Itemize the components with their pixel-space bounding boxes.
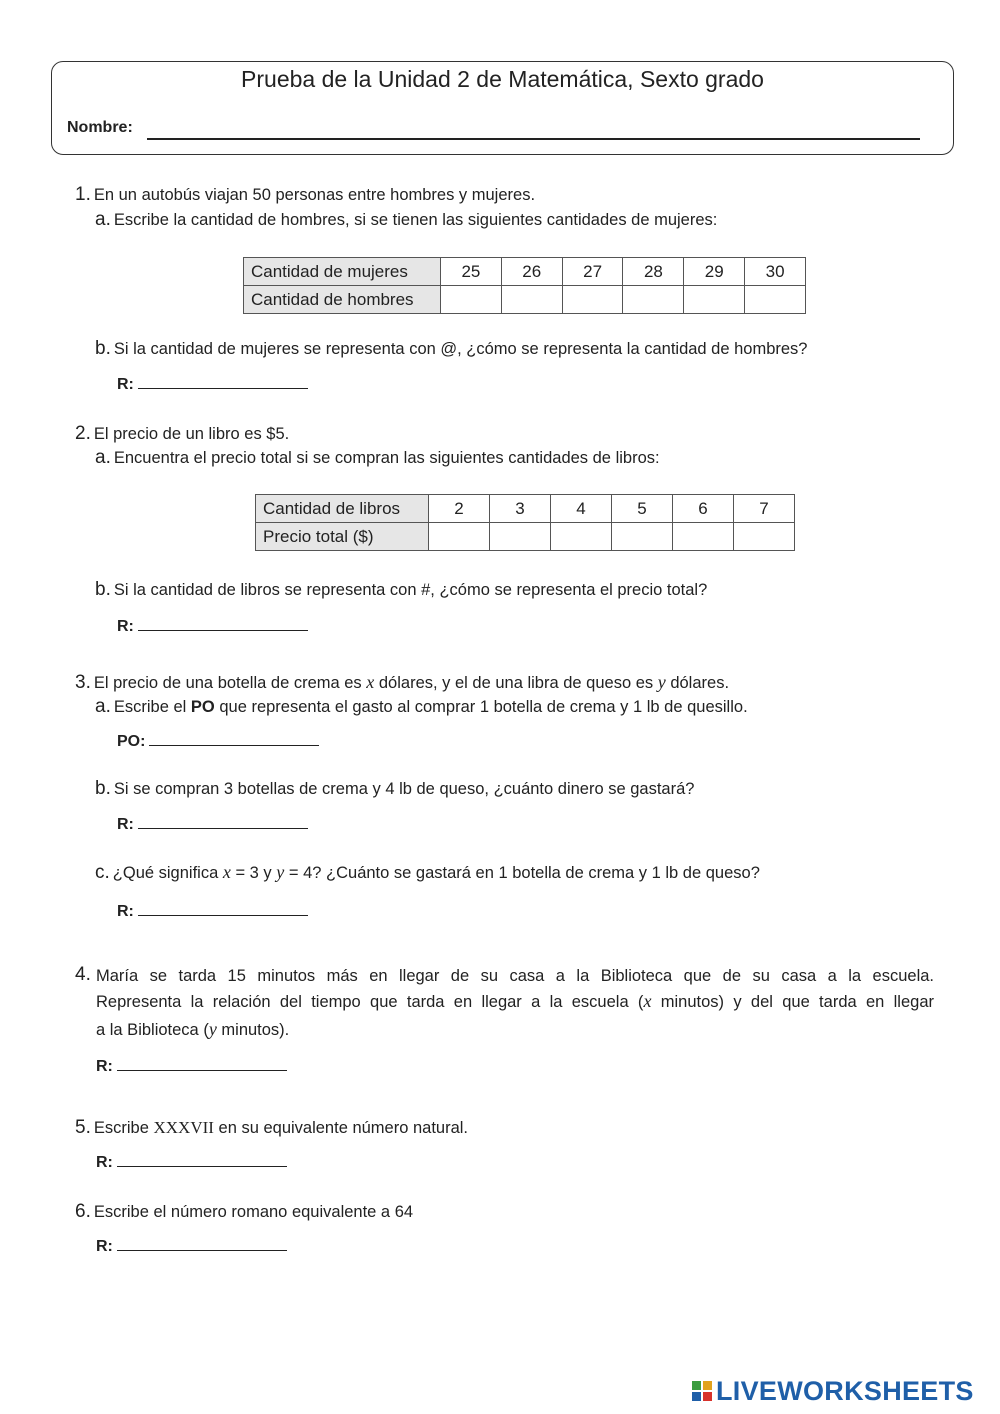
table-books-price — [255, 494, 795, 551]
variable-x: x — [366, 672, 375, 692]
logo-square-icon — [692, 1392, 701, 1401]
table-row — [244, 258, 806, 286]
answer-cell[interactable] — [673, 523, 734, 551]
question-text: en su equivalente número natural. — [218, 1119, 469, 1137]
variable-x: x — [222, 862, 231, 882]
table-cell: 28 — [623, 258, 684, 286]
question-1b — [95, 338, 808, 360]
answer-cell[interactable] — [745, 286, 806, 314]
question-1 — [75, 184, 535, 206]
subquestion-text: que representa el gasto al comprar 1 botella de crema y 1 lb de quesillo. — [219, 698, 748, 716]
question-text: dólares. — [670, 674, 730, 692]
variable-y: y — [208, 1019, 217, 1039]
subquestion-text: = 3 y — [235, 864, 272, 882]
liveworksheets-logo — [692, 1376, 974, 1406]
subquestion-text: Escribe el — [113, 698, 187, 716]
subquestion-text: Encuentra el precio total si se compran las siguientes cantidades de libros: — [113, 449, 660, 467]
question-text: El precio de una botella de crema es — [93, 674, 362, 692]
question-number: 2. — [75, 423, 91, 444]
answer-row — [117, 816, 308, 834]
subquestion-text: ¿Qué significa — [112, 864, 219, 882]
variable-y: y — [276, 862, 285, 882]
answer-cell[interactable] — [441, 286, 502, 314]
table-cell: 25 — [441, 258, 502, 286]
table-row — [256, 495, 795, 523]
subquestion-label: a. — [95, 209, 111, 230]
table-row — [244, 286, 806, 314]
subquestion-text: Si se compran 3 botellas de crema y 4 lb de queso, ¿cuánto dinero se gastará? — [113, 780, 695, 798]
answer-cell[interactable] — [734, 523, 795, 551]
question-text: Representa la relación del tiempo que tarda en llegar a la escuela ( — [96, 993, 644, 1011]
answer-field[interactable] — [117, 1165, 287, 1167]
table-cell: 5 — [612, 495, 673, 523]
answer-field[interactable] — [138, 387, 308, 389]
answer-cell[interactable] — [562, 286, 623, 314]
question-2b — [95, 579, 707, 601]
table-cell: 29 — [684, 258, 745, 286]
answer-field[interactable] — [138, 914, 308, 916]
answer-cell[interactable] — [429, 523, 490, 551]
answer-field[interactable] — [117, 1249, 287, 1251]
table-cell: 26 — [501, 258, 562, 286]
question-4-line1: María se tarda 15 minutos más en llegar de su casa a la Biblioteca que de su casa a la escuela. — [96, 967, 934, 985]
row-label-men: Cantidad de hombres — [244, 286, 441, 314]
subquestion-label: a. — [95, 447, 111, 468]
question-4-line2 — [96, 988, 934, 1016]
answer-row — [96, 1058, 287, 1076]
row-label-women: Cantidad de mujeres — [244, 258, 441, 286]
answer-label: R: — [96, 1154, 113, 1171]
answer-field[interactable] — [117, 1069, 287, 1071]
question-3b — [95, 778, 694, 800]
question-text: minutos). — [221, 1021, 290, 1039]
table-row — [256, 523, 795, 551]
header-box — [51, 61, 954, 155]
subquestion-label: b. — [95, 338, 111, 359]
question-4-line3 — [96, 1016, 934, 1044]
answer-field[interactable] — [149, 744, 319, 746]
question-number: 3. — [75, 672, 91, 693]
page-title: Prueba de la Unidad 2 de Matemática, Sexto grado — [241, 66, 764, 92]
answer-row — [117, 903, 308, 921]
question-number: 5. — [75, 1117, 91, 1138]
question-text: El precio de un libro es $5. — [93, 425, 290, 443]
row-label-books: Cantidad de libros — [256, 495, 429, 523]
table-cell: 3 — [490, 495, 551, 523]
table-cell: 30 — [745, 258, 806, 286]
logo-square-icon — [703, 1381, 712, 1390]
table-cell: 4 — [551, 495, 612, 523]
answer-row — [117, 376, 308, 394]
subquestion-text: Si la cantidad de mujeres se representa con @, ¿cómo se representa la cantidad de hombres? — [113, 340, 808, 358]
answer-label: R: — [117, 618, 134, 635]
po-abbreviation: PO — [190, 698, 215, 716]
answer-cell[interactable] — [623, 286, 684, 314]
question-text: Escribe — [93, 1119, 149, 1137]
question-number: 1. — [75, 184, 91, 205]
logo-grid-icon — [692, 1381, 712, 1401]
answer-field[interactable] — [138, 629, 308, 631]
subquestion-label: a. — [95, 696, 111, 717]
logo-text: LIVEWORKSHEETS — [716, 1375, 974, 1406]
subquestion-text: Escribe la cantidad de hombres, si se tienen las siguientes cantidades de mujeres: — [113, 211, 718, 229]
answer-row — [96, 1238, 287, 1256]
question-1a — [95, 209, 717, 231]
question-number: 6. — [75, 1201, 91, 1222]
question-text: Escribe el número romano equivalente a 64 — [93, 1203, 414, 1221]
subquestion-text: Si la cantidad de libros se representa con #, ¿cómo se representa el precio total? — [113, 581, 708, 599]
answer-cell[interactable] — [490, 523, 551, 551]
question-text: En un autobús viajan 50 personas entre hombres y mujeres. — [93, 186, 536, 204]
question-text: a la Biblioteca ( — [96, 1021, 209, 1039]
name-label: Nombre: — [67, 119, 133, 136]
question-4-number — [75, 964, 94, 986]
answer-row — [117, 733, 319, 751]
answer-cell[interactable] — [551, 523, 612, 551]
question-5 — [75, 1117, 468, 1139]
subquestion-label: b. — [95, 778, 111, 799]
answer-label: R: — [96, 1058, 113, 1075]
question-3c — [95, 862, 760, 884]
table-women-men — [243, 257, 806, 314]
table-cell: 7 — [734, 495, 795, 523]
question-text: dólares, y el de una libra de queso es — [378, 674, 654, 692]
variable-x: x — [643, 991, 652, 1011]
table-cell: 2 — [429, 495, 490, 523]
question-2 — [75, 423, 289, 445]
subquestion-label: b. — [95, 579, 111, 600]
answer-row — [96, 1154, 287, 1172]
answer-cell[interactable] — [684, 286, 745, 314]
logo-square-icon — [703, 1392, 712, 1401]
question-number: 4. — [75, 964, 91, 985]
subquestion-text: = 4? ¿Cuánto se gastará en 1 botella de crema y 1 lb de queso? — [288, 864, 760, 882]
question-2a — [95, 447, 660, 469]
logo-square-icon — [692, 1381, 701, 1390]
answer-row — [117, 618, 308, 636]
subquestion-label: c. — [95, 862, 110, 883]
question-text: minutos) y del que tarda en llegar — [660, 993, 934, 1011]
answer-label: R: — [117, 903, 134, 920]
answer-field[interactable] — [138, 827, 308, 829]
answer-label: R: — [117, 816, 134, 833]
question-3a — [95, 696, 748, 718]
roman-numeral: XXXVII — [153, 1118, 214, 1137]
answer-label: R: — [96, 1238, 113, 1255]
question-6 — [75, 1201, 413, 1223]
answer-label: PO: — [117, 733, 146, 750]
question-3 — [75, 672, 729, 694]
variable-y: y — [657, 672, 666, 692]
name-field[interactable] — [147, 138, 920, 140]
answer-cell[interactable] — [501, 286, 562, 314]
table-cell: 27 — [562, 258, 623, 286]
answer-label: R: — [117, 376, 134, 393]
row-label-price: Precio total ($) — [256, 523, 429, 551]
answer-cell[interactable] — [612, 523, 673, 551]
table-cell: 6 — [673, 495, 734, 523]
